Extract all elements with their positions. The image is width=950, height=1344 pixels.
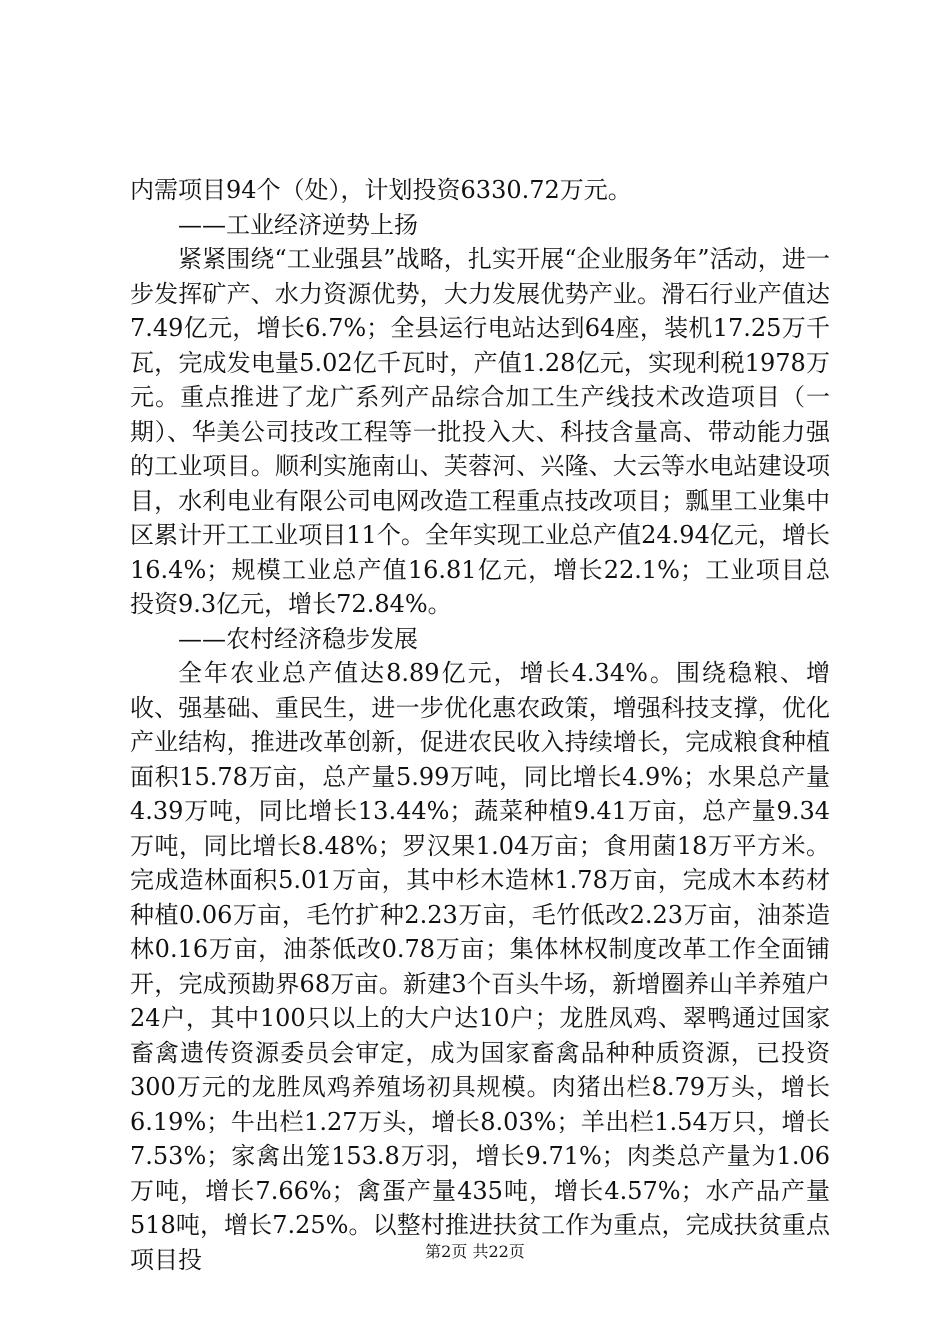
paragraph-continuation: 内需项目94个（处），计划投资6330.72万元。 bbox=[130, 176, 632, 204]
paragraph-industry: 紧紧围绕“工业强县”战略，扎实开展“企业服务年”活动，进一步发挥矿产、水力资源优势，大力发展优势产业。滑石行业产值达7.49亿元，增长6.7%；全县运行电站达到64座，装机17.25万千瓦，完成发电量5.02亿千瓦时，产值1.28亿元，实现利税1978万元。重点推进了龙广系列产品综合加工生产线技术改造项目（一期）、华美公司技改工程等一批投入大、科技含量高、带动能力强的工业项目。顺利实施南山、芙蓉河、兴隆、大云等水电站建设项目，水利电业有限公司电网改造工程重点技改项目；瓢里工业集中区累计开工工业项目11个。全年实现工业总产值24.94亿元，增长16.4%；规模工业总产值16.81亿元，增长22.1%；工业项目总投资9.3亿元，增长72.84%。 bbox=[130, 245, 830, 618]
paragraph-agriculture: 全年农业总产值达8.89亿元，增长4.34%。围绕稳粮、增收、强基础、重民生，进一步优化惠农政策，增强科技支撑，优化产业结构，推进改革创新，促进农民收入持续增长，完成粮食种植面积15.78万亩，总产量5.99万吨，同比增长4.9%；水果总产量4.39万吨，同比增长13.44%；蔬菜种植9.41万亩，总产量9.34万吨，同比增长8.48%；罗汉果1.04万亩；食用菌18万平方米。完成造林面积5.01万亩，其中杉木造林1.78万亩，完成木本药材种植0.06万亩，毛竹扩种2.23万亩，毛竹低改2.23万亩，油茶造林0.16万亩，油茶低改0.78万亩；集体林权制度改革工作全面铺开，完成预勘界68万亩。新建3个百头牛场，新增圈养山羊养殖户24户，其中100只以上的大户达10户；龙胜凤鸡、翠鸭通过国家畜禽遗传资源委员会审定，成为国家畜禽品种种质资源，已投资300万元的龙胜凤鸡养殖场初具规模。肉猪出栏8.79万头，增长6.19%；牛出栏1.27万头，增长8.03%；羊出栏1.54万只，增长7.53%；家禽出笼153.8万羽，增长9.71%；肉类总产量为1.06万吨，增长7.66%；禽蛋产量435吨，增长4.57%；水产品产量518吨，增长7.25%。以整村推进扶贫工作为重点，完成扶贫重点项目投 bbox=[130, 659, 830, 1274]
document-body bbox=[130, 173, 830, 1277]
section-heading-industry: ——工业经济逆势上扬 bbox=[178, 210, 418, 239]
page-number-footer: 第2页 共22页 bbox=[425, 1242, 525, 1261]
section-heading-agriculture: ——农村经济稳步发展 bbox=[178, 624, 418, 653]
